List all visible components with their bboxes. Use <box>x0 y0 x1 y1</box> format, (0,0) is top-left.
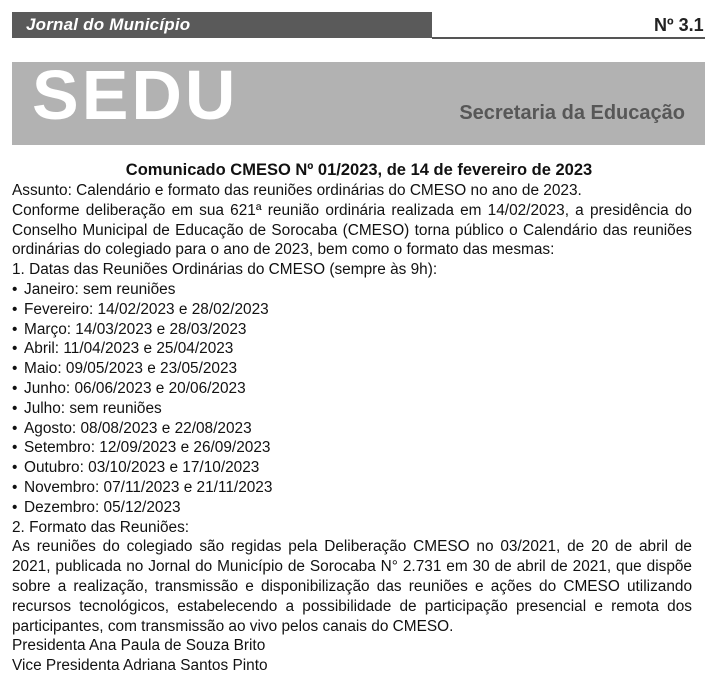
list-item <box>12 419 692 439</box>
document-title: Comunicado CMESO Nº 01/2023, de 14 de fevereiro de 2023 <box>125 161 593 179</box>
month-entry: Novembro: 07/11/2023 e 21/11/2023 <box>24 478 273 496</box>
month-entry: Maio: 09/05/2023 e 23/05/2023 <box>24 360 238 378</box>
month-entry: Setembro: 12/09/2023 e 26/09/2023 <box>24 439 271 457</box>
list-item <box>12 320 692 340</box>
month-entry: Outubro: 03/10/2023 e 17/10/2023 <box>24 459 260 477</box>
section2-heading: 2. Formato das Reuniões: <box>12 518 190 536</box>
month-entry: Abril: 11/04/2023 e 25/04/2023 <box>24 340 234 358</box>
list-item <box>12 339 692 359</box>
sedu-subtitle: Secretaria da Educação <box>459 102 685 124</box>
sedu-banner <box>12 62 705 145</box>
bullet: • <box>12 419 18 437</box>
bullet: • <box>12 439 18 457</box>
list-item <box>12 438 692 458</box>
bullet: • <box>12 478 18 496</box>
month-entry: Agosto: 08/08/2023 e 22/08/2023 <box>24 419 252 437</box>
list-item <box>12 458 692 478</box>
sedu-logo: SEDU <box>32 62 239 134</box>
list-item <box>12 498 692 518</box>
section2-body: As reuniões do colegiado são regidas pela Deliberação CMESO no 03/2021, de 20 de abril de 2021, publicada no Jornal do Município de Sorocaba N° 2.731 em 30 de abril de 2021, que dispõe sobre a realização, transmissão e disponibilização das reuniões e ações do CMESO utilizando recursos tecnológicos, estabelecendo a possibilidade de participação presencial e remota dos participantes, com transmissão ao vivo pelos canais do CMESO. <box>12 538 692 635</box>
bullet: • <box>12 280 18 298</box>
bullet: • <box>12 300 18 318</box>
bullet: • <box>12 399 18 417</box>
journal-header-bar <box>12 12 432 38</box>
month-entry: Março: 14/03/2023 e 28/03/2023 <box>24 320 247 338</box>
journal-title: Jornal do Município <box>26 15 191 34</box>
signature-vice-president: Vice Presidenta Adriana Santos Pinto <box>12 657 268 675</box>
list-item <box>12 280 692 300</box>
section1-heading: 1. Datas das Reuniões Ordinárias do CMESO (sempre às 9h): <box>12 261 438 279</box>
header-divider <box>432 37 705 39</box>
month-entry: Janeiro: sem reuniões <box>24 280 176 298</box>
list-item <box>12 478 692 498</box>
list-item <box>12 359 692 379</box>
issue-number: Nº 3.1 <box>654 15 704 35</box>
document-body <box>12 160 692 676</box>
month-entry: Fevereiro: 14/02/2023 e 28/02/2023 <box>24 300 269 318</box>
list-item <box>12 300 692 320</box>
document-subject: Assunto: Calendário e formato das reuniões ordinárias do CMESO no ano de 2023. <box>12 182 582 199</box>
signature-president: Presidenta Ana Paula de Souza Brito <box>12 637 266 655</box>
bullet: • <box>12 360 18 378</box>
bullet: • <box>12 379 18 397</box>
month-entry: Julho: sem reuniões <box>24 399 162 417</box>
list-item <box>12 379 692 399</box>
month-entry: Dezembro: 05/12/2023 <box>24 498 181 516</box>
bullet: • <box>12 340 18 358</box>
bullet: • <box>12 498 18 516</box>
meeting-dates-list <box>12 280 692 518</box>
bullet: • <box>12 320 18 338</box>
month-entry: Junho: 06/06/2023 e 20/06/2023 <box>24 379 246 397</box>
document-intro: Conforme deliberação em sua 621ª reunião ordinária realizada em 14/02/2023, a presidência do Conselho Municipal de Educação de Sorocaba (CMESO) torna público o Calendário das reuniões ordinárias do colegiado para o ano de 2023, bem como o formato das mesmas: <box>12 201 692 259</box>
list-item <box>12 399 692 419</box>
bullet: • <box>12 459 18 477</box>
